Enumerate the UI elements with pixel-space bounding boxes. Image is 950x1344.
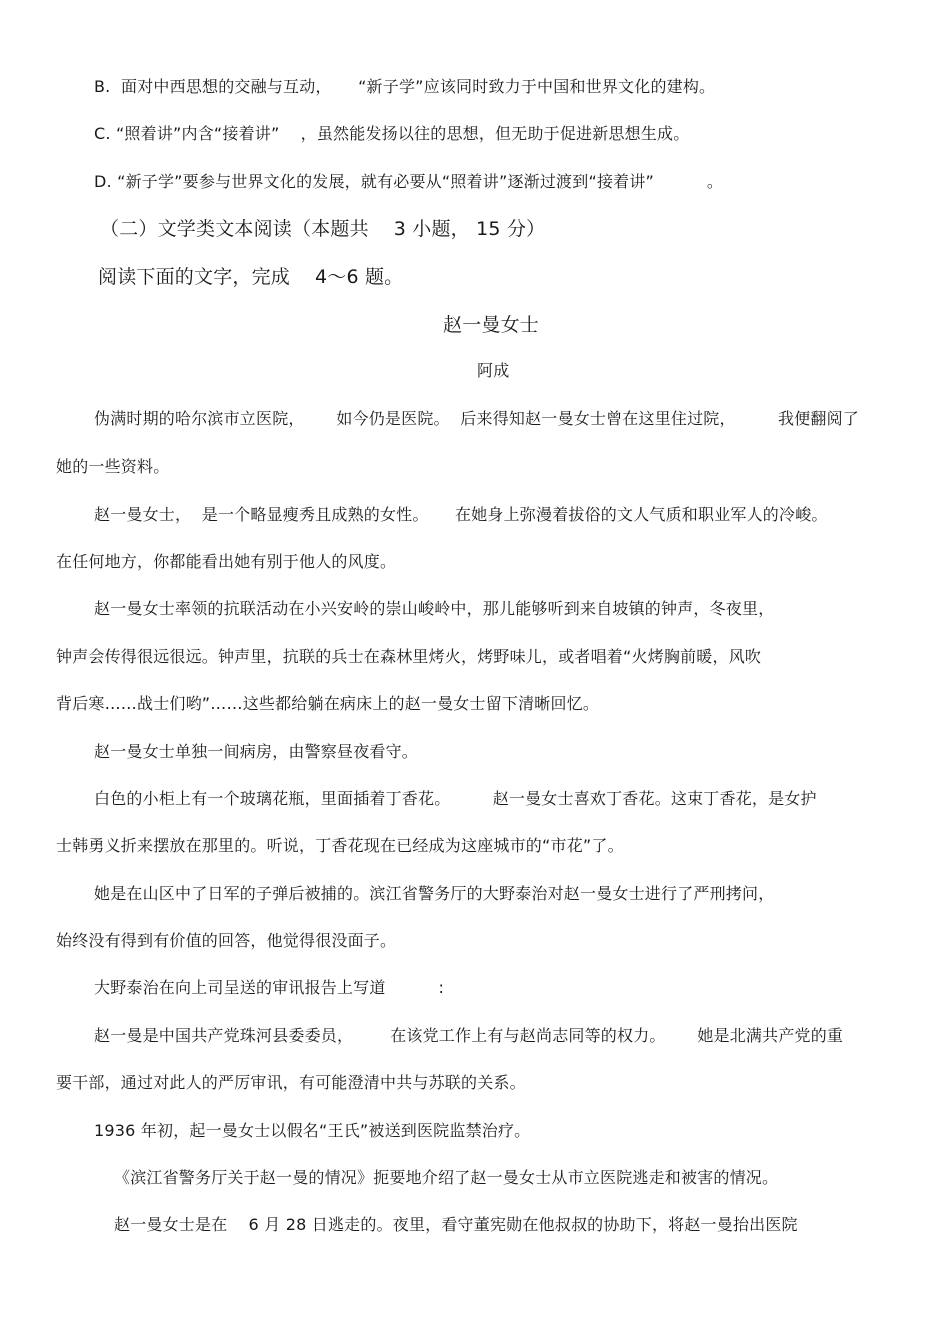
paragraph-line: 赵一曼女士单独一间病房，由警察昼夜看守。 [94, 742, 419, 761]
article-author: 阿成 [477, 361, 510, 380]
option-d: D. “新子学”要参与世界文化的发展，就有必要从“照着讲”逐渐过渡到“接着讲” 。 [94, 172, 724, 191]
paragraph-line: 赵一曼女士， 是一个略显瘦秀且成熟的女性。 在她身上弥漫着拔俗的文人气质和职业军人的冷峻。 [94, 505, 828, 524]
section-heading: （二）文学类文本阅读（本题共 3 小题， 15 分） [100, 218, 546, 240]
paragraph-line: 在任何地方，你都能看出她有别于他人的风度。 [56, 552, 397, 571]
paragraph-line: 白色的小柜上有一个玻璃花瓶，里面插着丁香花。 赵一曼女士喜欢丁香花。这束丁香花，是女护 [94, 789, 817, 808]
paragraph-line: 背后寒……战士们哟”……这些都给躺在病床上的赵一曼女士留下清晰回忆。 [56, 694, 600, 713]
paragraph-line: 她的一些资料。 [56, 457, 170, 476]
paragraph-line: 始终没有得到有价值的回答，他觉得很没面子。 [56, 931, 397, 950]
paragraph-line: 赵一曼是中国共产党珠河县委委员， 在该党工作上有与赵尚志同等的权力。 她是北满共产党的重 [94, 1026, 844, 1045]
paragraph-line: 《滨江省警务厅关于赵一曼的情况》扼要地介绍了赵一曼女士从市立医院逃走和被害的情况。 [114, 1168, 779, 1187]
option-b: B. 面对中西思想的交融与互动， “新子学”应该同时致力于中国和世界文化的建构。 [94, 77, 716, 96]
paragraph-line: 要干部，通过对此人的严厉审讯，有可能澄清中共与苏联的关系。 [56, 1073, 526, 1092]
paragraph-line: 她是在山区中了日军的子弹后被捕的。滨江省警务厅的大野泰治对赵一曼女士进行了严刑拷问， [94, 884, 775, 903]
paragraph-line: 伪满时期的哈尔滨市立医院， 如今仍是医院。 后来得知赵一曼女士曾在这里住过院， 我便翻阅了 [94, 409, 859, 428]
paragraph-line: 赵一曼女士率领的抗联活动在小兴安岭的崇山峻岭中，那儿能够听到来自坡镇的钟声，冬夜里， [94, 599, 775, 618]
section-instruction: 阅读下面的文字，完成 4～6 题。 [98, 266, 404, 288]
paragraph-line: 1936 年初，起一曼女士以假名“王氏”被送到医院监禁治疗。 [94, 1121, 531, 1140]
article-title: 赵一曼女士 [443, 314, 540, 336]
paragraph-line: 大野泰治在向上司呈送的审讯报告上写道 : [94, 978, 445, 997]
paragraph-line: 士韩勇义折来摆放在那里的。听说，丁香花现在已经成为这座城市的“市花”了。 [56, 836, 624, 855]
option-c: C. “照着讲”内含“接着讲” ，虽然能发扬以往的思想，但无助于促进新思想生成。 [94, 124, 690, 143]
paragraph-line: 赵一曼女士是在 6 月 28 日逃走的。夜里，看守董宪勋在他叔叔的协助下，将赵一曼抬出医院 [114, 1215, 798, 1234]
paragraph-line: 钟声会传得很远很远。钟声里，抗联的兵士在森林里烤火，烤野味儿，或者唱着“火烤胸前暖，风吹 [56, 647, 762, 666]
